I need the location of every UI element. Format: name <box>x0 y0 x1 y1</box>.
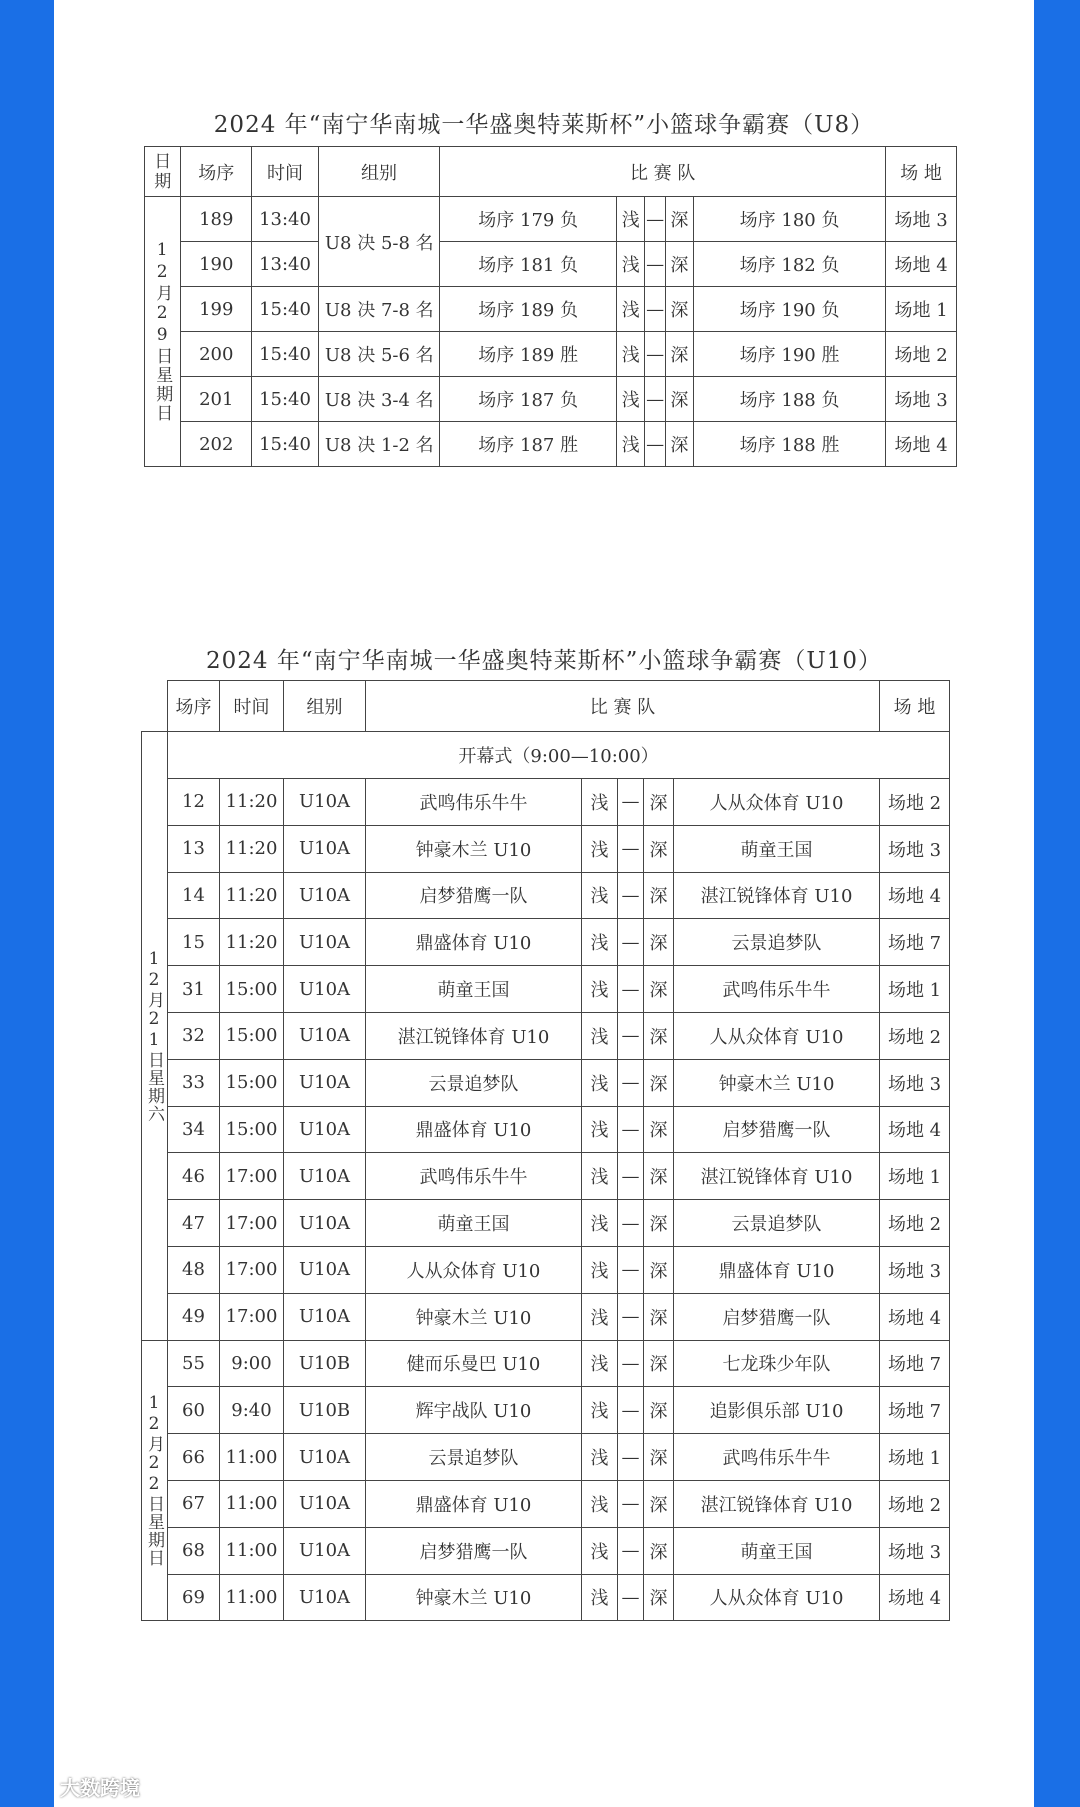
match-group: U10B <box>284 1387 366 1434</box>
dark-color-label: 深 <box>644 1293 674 1340</box>
home-team: 场序 179 负 <box>440 197 617 242</box>
light-color-label: 浅 <box>617 422 645 467</box>
dark-color-label: 深 <box>665 197 693 242</box>
match-seq: 69 <box>168 1574 220 1621</box>
home-team: 钟豪木兰 U10 <box>366 1293 582 1340</box>
away-team: 场序 190 胜 <box>693 332 885 377</box>
table-row <box>145 287 957 332</box>
header-venue: 场 地 <box>886 147 957 197</box>
light-color-label: 浅 <box>617 287 645 332</box>
match-seq: 14 <box>168 872 220 919</box>
light-color-label: 浅 <box>582 1059 618 1106</box>
light-color-label: 浅 <box>582 919 618 966</box>
match-time: 11:20 <box>220 779 284 826</box>
away-team: 七龙珠少年队 <box>674 1340 880 1387</box>
match-time: 13:40 <box>252 242 319 287</box>
match-group: U8 决 7-8 名 <box>318 287 439 332</box>
away-team: 萌童王国 <box>674 1527 880 1574</box>
u10-header-row <box>142 681 950 732</box>
dark-color-label: 深 <box>644 1059 674 1106</box>
table-row <box>142 1200 950 1247</box>
match-group: U10A <box>284 1293 366 1340</box>
dark-color-label: 深 <box>665 287 693 332</box>
match-seq: 48 <box>168 1246 220 1293</box>
light-color-label: 浅 <box>582 1246 618 1293</box>
venue: 场地 4 <box>880 1106 950 1153</box>
dark-color-label: 深 <box>644 1480 674 1527</box>
match-seq: 49 <box>168 1293 220 1340</box>
table-row <box>145 242 957 287</box>
dark-color-label: 深 <box>644 1200 674 1247</box>
u8-header-row <box>145 147 957 197</box>
header-empty-corner <box>142 681 168 732</box>
home-team: 钟豪木兰 U10 <box>366 825 582 872</box>
venue: 场地 2 <box>880 1480 950 1527</box>
header-date: 日期 <box>145 147 181 197</box>
match-group: U10A <box>284 1059 366 1106</box>
match-seq: 199 <box>181 287 252 332</box>
match-group: U10A <box>284 1246 366 1293</box>
dark-color-label: 深 <box>644 1527 674 1574</box>
dark-color-label: 深 <box>665 377 693 422</box>
versus-dash: — <box>618 1246 644 1293</box>
home-team: 启梦猎鹰一队 <box>366 872 582 919</box>
light-color-label: 浅 <box>582 1574 618 1621</box>
versus-dash: — <box>618 1059 644 1106</box>
versus-dash: — <box>618 1200 644 1247</box>
left-blue-border <box>0 0 54 1807</box>
venue: 场地 3 <box>880 1246 950 1293</box>
match-group: U8 决 3-4 名 <box>318 377 439 422</box>
dark-color-label: 深 <box>644 966 674 1013</box>
light-color-label: 浅 <box>582 1012 618 1059</box>
versus-dash: — <box>618 1293 644 1340</box>
match-time: 15:00 <box>220 1106 284 1153</box>
away-team: 启梦猎鹰一队 <box>674 1106 880 1153</box>
table-row <box>142 1434 950 1481</box>
match-seq: 32 <box>168 1012 220 1059</box>
dark-color-label: 深 <box>644 825 674 872</box>
light-color-label: 浅 <box>617 332 645 377</box>
home-team: 武鸣伟乐牛牛 <box>366 779 582 826</box>
versus-dash: — <box>618 1480 644 1527</box>
match-group: U10B <box>284 1340 366 1387</box>
versus-dash: — <box>618 1527 644 1574</box>
versus-dash: — <box>618 872 644 919</box>
versus-dash: — <box>618 1574 644 1621</box>
venue: 场地 2 <box>880 1200 950 1247</box>
away-team: 人从众体育 U10 <box>674 1012 880 1059</box>
match-group: U8 决 1-2 名 <box>318 422 439 467</box>
table-row <box>142 1106 950 1153</box>
venue: 场地 4 <box>886 422 957 467</box>
header-group: 组别 <box>284 681 366 732</box>
versus-dash: — <box>645 377 665 422</box>
match-group: U8 决 5-6 名 <box>318 332 439 377</box>
table-row <box>145 332 957 377</box>
match-group: U10A <box>284 919 366 966</box>
header-group: 组别 <box>318 147 439 197</box>
match-seq: 46 <box>168 1153 220 1200</box>
away-team: 场序 180 负 <box>693 197 885 242</box>
away-team: 云景追梦队 <box>674 1200 880 1247</box>
match-group: U10A <box>284 1153 366 1200</box>
match-seq: 15 <box>168 919 220 966</box>
home-team: 场序 189 负 <box>440 287 617 332</box>
dark-color-label: 深 <box>644 1012 674 1059</box>
match-time: 15:40 <box>252 332 319 377</box>
home-team: 钟豪木兰 U10 <box>366 1574 582 1621</box>
versus-dash: — <box>618 919 644 966</box>
match-date: 12月22日星期日 <box>142 1340 168 1621</box>
light-color-label: 浅 <box>582 1293 618 1340</box>
opening-ceremony-row <box>142 732 950 779</box>
versus-dash: — <box>618 1153 644 1200</box>
away-team: 场序 182 负 <box>693 242 885 287</box>
away-team: 湛江锐锋体育 U10 <box>674 1153 880 1200</box>
match-time: 11:20 <box>220 825 284 872</box>
match-seq: 33 <box>168 1059 220 1106</box>
table-row <box>145 422 957 467</box>
venue: 场地 4 <box>880 872 950 919</box>
match-group: U10A <box>284 1480 366 1527</box>
match-seq: 68 <box>168 1527 220 1574</box>
home-team: 场序 187 胜 <box>440 422 617 467</box>
header-venue: 场 地 <box>880 681 950 732</box>
match-group: U10A <box>284 779 366 826</box>
match-time: 17:00 <box>220 1200 284 1247</box>
away-team: 人从众体育 U10 <box>674 779 880 826</box>
away-team: 湛江锐锋体育 U10 <box>674 1480 880 1527</box>
versus-dash: — <box>618 779 644 826</box>
table-row <box>142 1527 950 1574</box>
dark-color-label: 深 <box>644 779 674 826</box>
dark-color-label: 深 <box>644 1574 674 1621</box>
table-row <box>142 1574 950 1621</box>
match-group: U10A <box>284 1106 366 1153</box>
home-team: 鼎盛体育 U10 <box>366 1480 582 1527</box>
match-time: 13:40 <box>252 197 319 242</box>
venue: 场地 1 <box>880 1434 950 1481</box>
match-seq: 66 <box>168 1434 220 1481</box>
dark-color-label: 深 <box>644 919 674 966</box>
header-time: 时间 <box>252 147 319 197</box>
home-team: 人从众体育 U10 <box>366 1246 582 1293</box>
match-seq: 190 <box>181 242 252 287</box>
header-seq: 场序 <box>181 147 252 197</box>
match-time: 11:00 <box>220 1434 284 1481</box>
match-seq: 201 <box>181 377 252 422</box>
versus-dash: — <box>618 1012 644 1059</box>
match-seq: 13 <box>168 825 220 872</box>
u10-title: 2024 年“南宁华南城一华盛奥特莱斯杯”小篮球争霸赛（U10） <box>205 648 882 674</box>
home-team: 鼎盛体育 U10 <box>366 1106 582 1153</box>
home-team: 湛江锐锋体育 U10 <box>366 1012 582 1059</box>
match-time: 15:00 <box>220 966 284 1013</box>
header-teams: 比 赛 队 <box>440 147 886 197</box>
home-team: 启梦猎鹰一队 <box>366 1527 582 1574</box>
table-row <box>142 1480 950 1527</box>
dark-color-label: 深 <box>644 1340 674 1387</box>
watermark-logo <box>60 1772 140 1801</box>
home-team: 云景追梦队 <box>366 1434 582 1481</box>
match-group: U10A <box>284 1434 366 1481</box>
opening-ceremony: 开幕式（9:00—10:00） <box>168 732 950 779</box>
match-seq: 31 <box>168 966 220 1013</box>
table-row <box>142 779 950 826</box>
dark-color-label: 深 <box>644 1153 674 1200</box>
header-time: 时间 <box>220 681 284 732</box>
header-seq: 场序 <box>168 681 220 732</box>
versus-dash: — <box>618 825 644 872</box>
dark-color-label: 深 <box>644 1246 674 1293</box>
venue: 场地 3 <box>880 825 950 872</box>
versus-dash: — <box>618 1340 644 1387</box>
table-row <box>142 872 950 919</box>
away-team: 鼎盛体育 U10 <box>674 1246 880 1293</box>
match-time: 15:40 <box>252 377 319 422</box>
u8-schedule-table <box>144 146 957 467</box>
match-group: U10A <box>284 1527 366 1574</box>
home-team: 场序 187 负 <box>440 377 617 422</box>
table-row <box>142 1153 950 1200</box>
away-team: 场序 188 胜 <box>693 422 885 467</box>
match-time: 11:00 <box>220 1574 284 1621</box>
venue: 场地 7 <box>880 919 950 966</box>
watermark-text: 大数跨境 <box>60 1776 140 1800</box>
light-color-label: 浅 <box>582 966 618 1013</box>
away-team: 场序 188 负 <box>693 377 885 422</box>
table-row <box>142 919 950 966</box>
versus-dash: — <box>618 1106 644 1153</box>
venue: 场地 3 <box>880 1059 950 1106</box>
home-team: 萌童王国 <box>366 1200 582 1247</box>
light-color-label: 浅 <box>582 1434 618 1481</box>
light-color-label: 浅 <box>582 1106 618 1153</box>
match-time: 17:00 <box>220 1153 284 1200</box>
versus-dash: — <box>645 287 665 332</box>
light-color-label: 浅 <box>582 1200 618 1247</box>
away-team: 启梦猎鹰一队 <box>674 1293 880 1340</box>
home-team: 鼎盛体育 U10 <box>366 919 582 966</box>
venue: 场地 4 <box>880 1293 950 1340</box>
match-time: 9:00 <box>220 1340 284 1387</box>
match-time: 15:40 <box>252 422 319 467</box>
light-color-label: 浅 <box>582 1387 618 1434</box>
light-color-label: 浅 <box>582 1153 618 1200</box>
match-time: 15:00 <box>220 1059 284 1106</box>
venue: 场地 2 <box>886 332 957 377</box>
light-color-label: 浅 <box>582 872 618 919</box>
table-row <box>142 1293 950 1340</box>
dark-color-label: 深 <box>644 872 674 919</box>
match-group: U10A <box>284 1574 366 1621</box>
versus-dash: — <box>645 332 665 377</box>
table-row <box>145 197 957 242</box>
match-group: U10A <box>284 1200 366 1247</box>
light-color-label: 浅 <box>582 779 618 826</box>
match-time: 11:20 <box>220 872 284 919</box>
versus-dash: — <box>645 197 665 242</box>
dark-color-label: 深 <box>665 242 693 287</box>
match-time: 11:00 <box>220 1480 284 1527</box>
venue: 场地 2 <box>880 779 950 826</box>
match-seq: 60 <box>168 1387 220 1434</box>
versus-dash: — <box>645 242 665 287</box>
match-seq: 189 <box>181 197 252 242</box>
away-team: 萌童王国 <box>674 825 880 872</box>
header-teams: 比 赛 队 <box>366 681 880 732</box>
away-team: 武鸣伟乐牛牛 <box>674 1434 880 1481</box>
home-team: 场序 181 负 <box>440 242 617 287</box>
match-time: 17:00 <box>220 1293 284 1340</box>
venue: 场地 3 <box>886 197 957 242</box>
away-team: 湛江锐锋体育 U10 <box>674 872 880 919</box>
match-group: U8 决 5-8 名 <box>318 197 439 287</box>
match-seq: 47 <box>168 1200 220 1247</box>
match-time: 11:20 <box>220 919 284 966</box>
light-color-label: 浅 <box>617 197 645 242</box>
table-row <box>142 1012 950 1059</box>
match-group: U10A <box>284 1012 366 1059</box>
right-blue-border <box>1034 0 1080 1807</box>
away-team: 武鸣伟乐牛牛 <box>674 966 880 1013</box>
home-team: 萌童王国 <box>366 966 582 1013</box>
match-seq: 202 <box>181 422 252 467</box>
match-group: U10A <box>284 825 366 872</box>
match-seq: 200 <box>181 332 252 377</box>
dark-color-label: 深 <box>644 1106 674 1153</box>
table-row <box>142 1387 950 1434</box>
away-team: 人从众体育 U10 <box>674 1574 880 1621</box>
home-team: 场序 189 胜 <box>440 332 617 377</box>
match-seq: 67 <box>168 1480 220 1527</box>
light-color-label: 浅 <box>582 1340 618 1387</box>
dark-color-label: 深 <box>644 1434 674 1481</box>
table-row <box>142 966 950 1013</box>
match-group: U10A <box>284 966 366 1013</box>
match-group: U10A <box>284 872 366 919</box>
home-team: 云景追梦队 <box>366 1059 582 1106</box>
home-team: 健而乐曼巴 U10 <box>366 1340 582 1387</box>
light-color-label: 浅 <box>582 825 618 872</box>
home-team: 辉宇战队 U10 <box>366 1387 582 1434</box>
table-row <box>142 1340 950 1387</box>
light-color-label: 浅 <box>582 1480 618 1527</box>
away-team: 追影俱乐部 U10 <box>674 1387 880 1434</box>
table-row <box>145 377 957 422</box>
match-date: 12月21日星期六 <box>142 732 168 1341</box>
match-time: 15:00 <box>220 1012 284 1059</box>
dark-color-label: 深 <box>665 332 693 377</box>
away-team: 钟豪木兰 U10 <box>674 1059 880 1106</box>
match-time: 15:40 <box>252 287 319 332</box>
versus-dash: — <box>618 1434 644 1481</box>
match-time: 9:40 <box>220 1387 284 1434</box>
home-team: 武鸣伟乐牛牛 <box>366 1153 582 1200</box>
match-date: 12月29日星期日 <box>145 197 181 467</box>
venue: 场地 1 <box>880 966 950 1013</box>
versus-dash: — <box>618 1387 644 1434</box>
venue: 场地 7 <box>880 1340 950 1387</box>
venue: 场地 7 <box>880 1387 950 1434</box>
venue: 场地 1 <box>880 1153 950 1200</box>
document-page <box>54 0 1034 1807</box>
match-seq: 55 <box>168 1340 220 1387</box>
match-time: 17:00 <box>220 1246 284 1293</box>
venue: 场地 2 <box>880 1012 950 1059</box>
u10-schedule-table <box>141 680 950 1621</box>
venue: 场地 3 <box>880 1527 950 1574</box>
match-time: 11:00 <box>220 1527 284 1574</box>
match-seq: 34 <box>168 1106 220 1153</box>
dark-color-label: 深 <box>665 422 693 467</box>
table-row <box>142 1059 950 1106</box>
venue: 场地 4 <box>886 242 957 287</box>
versus-dash: — <box>618 966 644 1013</box>
light-color-label: 浅 <box>617 377 645 422</box>
light-color-label: 浅 <box>617 242 645 287</box>
light-color-label: 浅 <box>582 1527 618 1574</box>
away-team: 场序 190 负 <box>693 287 885 332</box>
dark-color-label: 深 <box>644 1387 674 1434</box>
table-row <box>142 825 950 872</box>
u8-title: 2024 年“南宁华南城一华盛奥特莱斯杯”小篮球争霸赛（U8） <box>213 112 875 138</box>
away-team: 云景追梦队 <box>674 919 880 966</box>
venue: 场地 4 <box>880 1574 950 1621</box>
venue: 场地 3 <box>886 377 957 422</box>
match-seq: 12 <box>168 779 220 826</box>
table-row <box>142 1246 950 1293</box>
versus-dash: — <box>645 422 665 467</box>
venue: 场地 1 <box>886 287 957 332</box>
